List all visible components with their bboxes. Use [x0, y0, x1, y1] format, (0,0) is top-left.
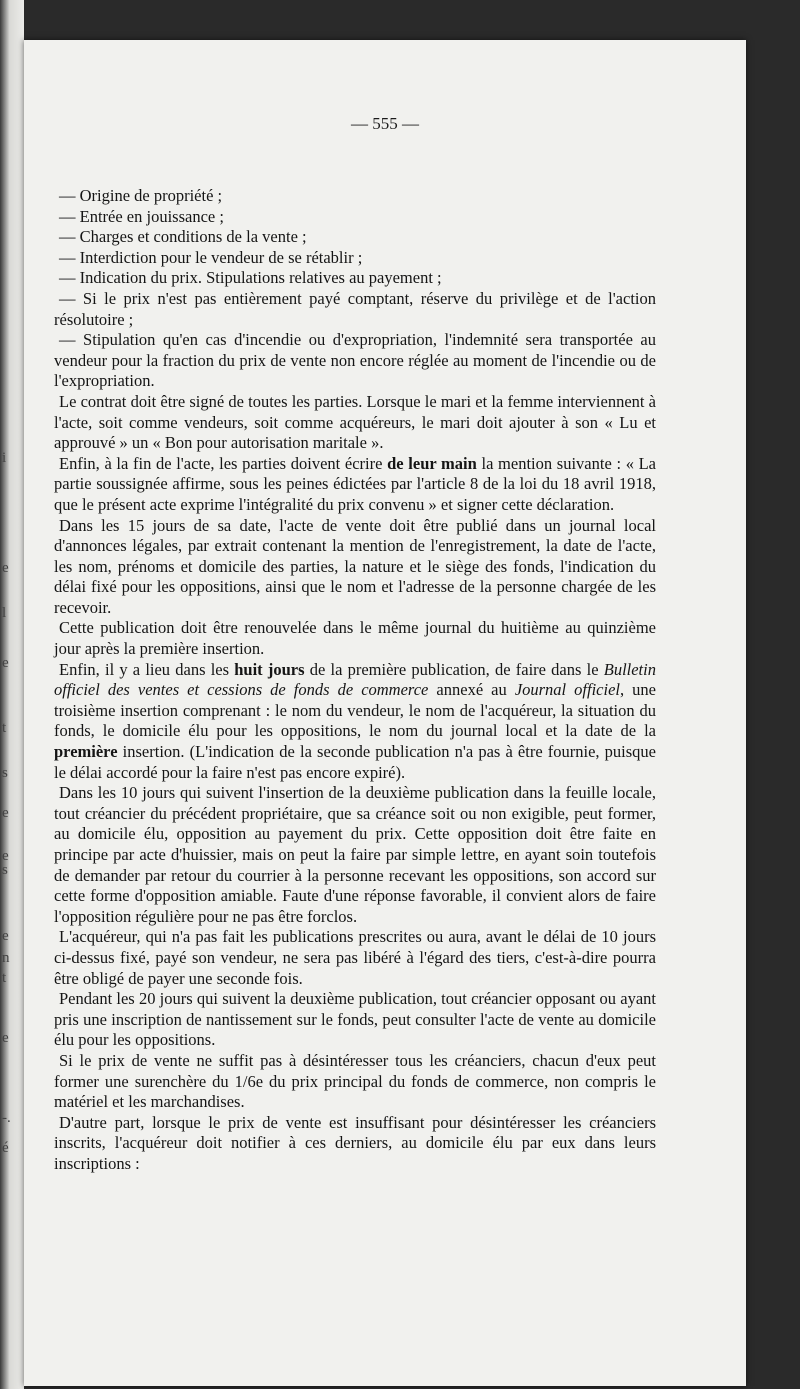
bold-emphasis: de leur main [387, 453, 477, 473]
text-run: insertion. (L'indication de la seconde publication n'a pas à être fournie, puisque le délai accordé pour la faire n'est pas encore expiré). [54, 742, 656, 782]
paragraph: L'acquéreur, qui n'a pas fait les publications prescrites ou aura, avant le délai de 10 jours ci-dessus fixé, payé son vendeur, ne sera pas libéré à l'égard des tiers, c'est-à-dire pourra être obligé de payer une seconde fois. [54, 927, 656, 988]
facing-page-char: e [2, 928, 9, 944]
paragraph [54, 660, 656, 784]
paragraph: Pendant les 20 jours qui suivent la deuxième publication, tout créancier opposant ou ayant pris une inscription de nantissement sur le fonds, peut consulter l'acte de vente au domicile élu pour les oppositions. [54, 989, 656, 1050]
italic-title: Bulletin officiel des ventes et cessions de fonds de commerce [54, 659, 656, 700]
paragraph [54, 454, 656, 516]
text-run: de la première publication, de faire dans le [304, 659, 604, 679]
list-item: — Entrée en jouissance ; [59, 206, 224, 226]
list-item: — Si le prix n'est pas entièrement payé comptant, réserve du privilège et de l'action résolutoire ; [54, 288, 656, 329]
facing-page-char: t [2, 720, 7, 736]
text-run: Enfin, à la fin de l'acte, les parties doivent écrire [59, 453, 388, 473]
facing-page-char: t [2, 970, 7, 986]
facing-page-char: n [2, 950, 10, 966]
paragraph: Dans les 15 jours de sa date, l'acte de vente doit être publié dans un journal local d'annonces légales, par extrait contenant la mention de l'enregistrement, la date de l'acte, les nom, prénoms et domicile des parties, la nature et le siège des fonds, l'indication du délai fixé pour les oppositions, ainsi que le nom et l'adresse de la personne chargée de les recevoir. [54, 515, 656, 617]
facing-page-char: -. [2, 1110, 11, 1126]
text-run: annexé au [428, 680, 515, 700]
facing-page-char: l [2, 605, 7, 621]
page-number: — 555 — [351, 114, 419, 133]
paragraph: D'autre part, lorsque le prix de vente est insuffisant pour désintéresser les créanciers inscrits, l'acquéreur doit notifier à ces derniers, au domicile élu par eux dans leurs inscriptions : [54, 1112, 656, 1173]
paragraph: Dans les 10 jours qui suivent l'insertion de la deuxième publication dans la feuille locale, tout créancier du précédent propriétaire, que sa créance soit ou non exigible, peut former, au domicile élu, opposition au payement du prix. Cette opposition doit être faite en principe par acte d'huissier, mais on peut la faire par simple lettre, en ayant soin toutefois de demander par retour du courrier à la personne recevant les oppositions, son accord sur cette forme d'opposition amiable. Faute d'une réponse favorable, il convient alors de faire l'opposition régulière pour ne pas être forclos. [54, 783, 656, 926]
bold-emphasis: huit jours [234, 659, 305, 679]
list-item: — Interdiction pour le vendeur de se rétablir ; [59, 247, 363, 267]
text-run: Enfin, il y a lieu dans les [59, 659, 235, 679]
text-run: la mention suivante : « La partie soussignée affirme, sous les peines édictées par l'article 8 de la loi du 18 avril 1918, que le présent acte exprime l'intégralité du prix convenu » et signer cette déclaration. [54, 453, 657, 514]
paragraph: Le contrat doit être signé de toutes les parties. Lorsque le mari et la femme interviennent à l'acte, soit comme vendeurs, soit comme acquéreurs, le mari doit ajouter à son « Lu et approuvé » un « Bon pour autorisation maritale ». [54, 391, 656, 453]
list-item: — Indication du prix. Stipulations relatives au payement ; [59, 268, 442, 288]
facing-page-char: é [2, 1140, 9, 1156]
body-text [54, 186, 656, 1175]
list-item: — Charges et conditions de la vente ; [59, 227, 307, 247]
list-item: — Origine de propriété ; [59, 186, 223, 205]
facing-page-char: e [2, 848, 9, 864]
facing-page-char: e [2, 560, 9, 576]
facing-page-char: e [2, 1030, 9, 1046]
facing-page-char: e [2, 655, 9, 671]
italic-title: Journal officiel [514, 680, 621, 700]
facing-page-char: i [2, 450, 7, 466]
document-page [24, 40, 746, 1386]
facing-page-char: e [2, 805, 9, 821]
facing-page-edge [0, 0, 24, 1389]
bold-emphasis: première [54, 742, 118, 762]
facing-page-char: s [2, 765, 8, 781]
facing-page-char: s [2, 862, 8, 878]
text-run: , une troisième insertion comprenant : le nom du vendeur, le nom de l'acquéreur, la situation du fonds, le domicile élu pour les oppositions, le nom du journal local et la date de la [54, 680, 657, 741]
paragraph: Si le prix de vente ne suffit pas à désintéresser tous les créanciers, chacun d'eux peut former une surenchère du 1/6e du prix principal du fonds de commerce, non compris le matériel et les marchandises. [54, 1050, 656, 1112]
list-item: — Stipulation qu'en cas d'incendie ou d'expropriation, l'indemnité sera transportée au vendeur pour la fraction du prix de vente non encore réglée au moment de l'incendie ou de l'expropriation. [54, 330, 656, 391]
paragraph: Cette publication doit être renouvelée dans le même journal du huitième au quinzième jour après la première insertion. [54, 618, 656, 659]
